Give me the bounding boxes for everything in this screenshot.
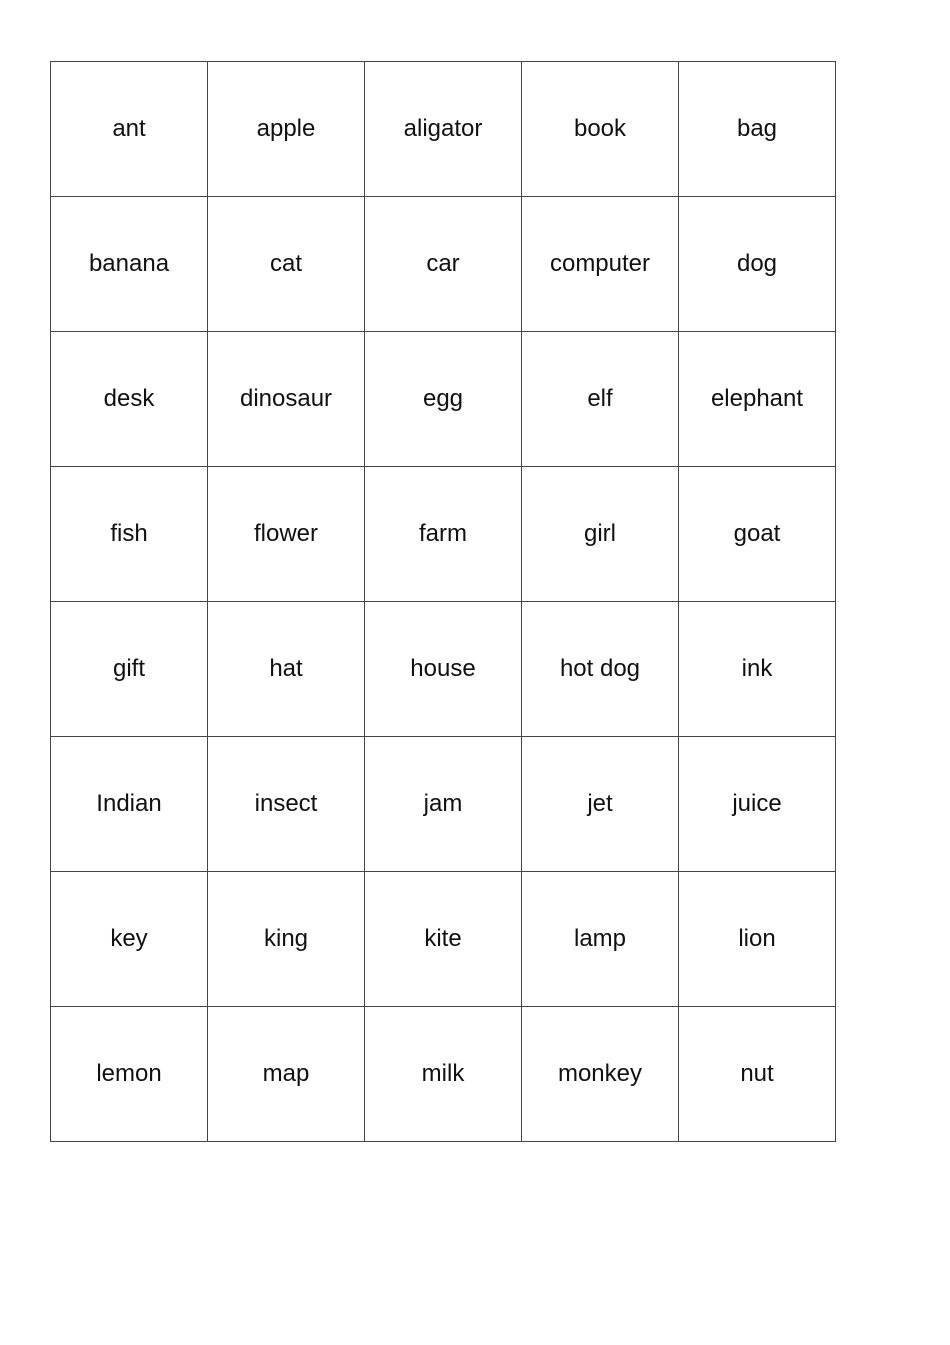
word-card: dog	[679, 197, 836, 332]
word-card: desk	[51, 332, 208, 467]
word-card: insect	[208, 737, 365, 872]
word-card: girl	[522, 467, 679, 602]
word-card: farm	[365, 467, 522, 602]
word-card: monkey	[522, 1007, 679, 1142]
word-card: kite	[365, 872, 522, 1007]
word-card: fish	[51, 467, 208, 602]
word-card: car	[365, 197, 522, 332]
word-card: elf	[522, 332, 679, 467]
word-card: Indian	[51, 737, 208, 872]
word-card: gift	[51, 602, 208, 737]
word-card: dinosaur	[208, 332, 365, 467]
word-card: ant	[51, 62, 208, 197]
word-card: juice	[679, 737, 836, 872]
word-card: flower	[208, 467, 365, 602]
word-row	[51, 602, 836, 737]
word-row	[51, 872, 836, 1007]
word-row	[51, 467, 836, 602]
word-card: jet	[522, 737, 679, 872]
word-card: house	[365, 602, 522, 737]
word-card: cat	[208, 197, 365, 332]
word-card-grid-body	[51, 62, 836, 1142]
word-card: king	[208, 872, 365, 1007]
word-card: lemon	[51, 1007, 208, 1142]
word-card: computer	[522, 197, 679, 332]
word-card: hat	[208, 602, 365, 737]
word-card: bag	[679, 62, 836, 197]
word-card: map	[208, 1007, 365, 1142]
word-card: lamp	[522, 872, 679, 1007]
word-row	[51, 1007, 836, 1142]
word-card: milk	[365, 1007, 522, 1142]
word-card: aligator	[365, 62, 522, 197]
word-row	[51, 62, 836, 197]
word-card: egg	[365, 332, 522, 467]
word-card: banana	[51, 197, 208, 332]
word-row	[51, 332, 836, 467]
word-card: key	[51, 872, 208, 1007]
word-row	[51, 737, 836, 872]
word-card: hot dog	[522, 602, 679, 737]
word-card: nut	[679, 1007, 836, 1142]
word-card: book	[522, 62, 679, 197]
word-card: elephant	[679, 332, 836, 467]
word-card: ink	[679, 602, 836, 737]
word-row	[51, 197, 836, 332]
word-card: goat	[679, 467, 836, 602]
word-card: jam	[365, 737, 522, 872]
word-card: lion	[679, 872, 836, 1007]
word-card-grid	[50, 61, 836, 1142]
word-card: apple	[208, 62, 365, 197]
